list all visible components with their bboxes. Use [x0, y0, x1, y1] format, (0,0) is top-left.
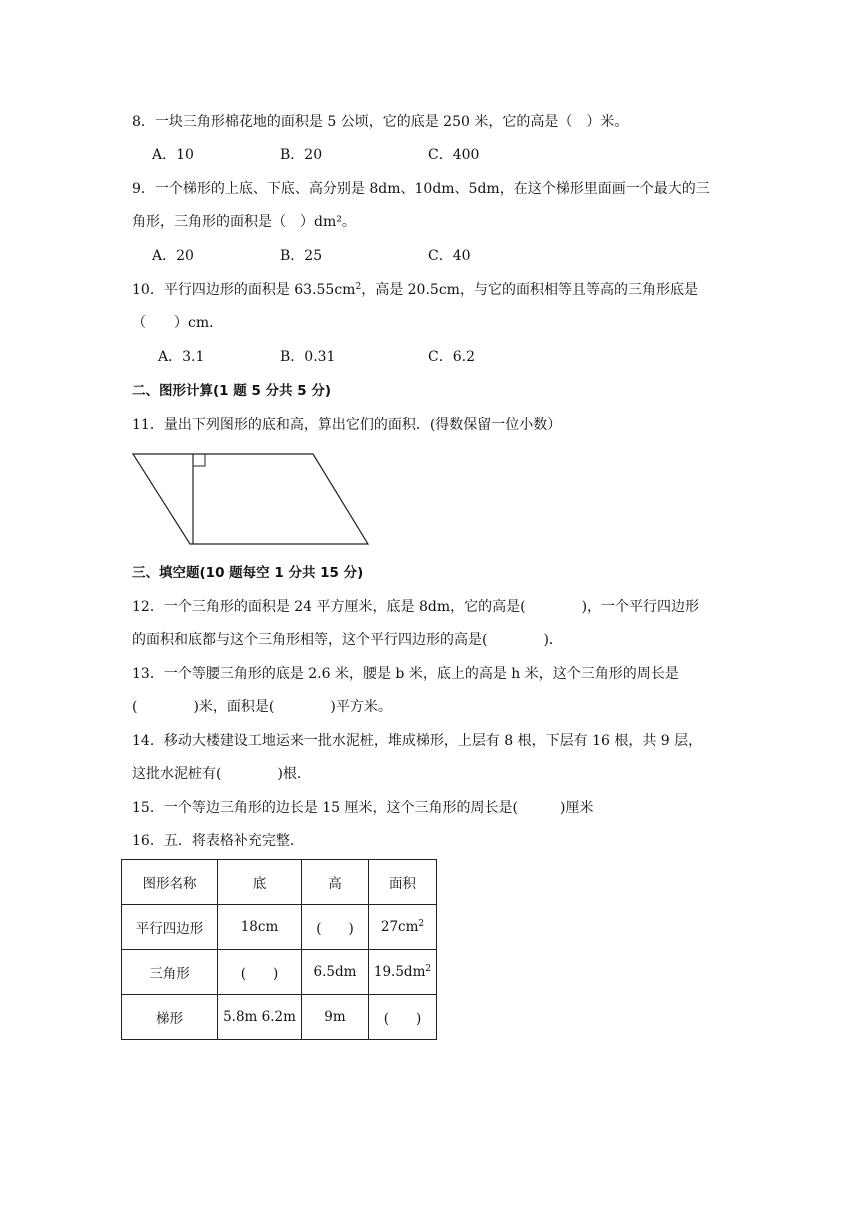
shape-name-cell: 三角形 [122, 950, 218, 995]
parallelogram-shape [133, 454, 368, 544]
height-cell: ( ) [302, 905, 369, 950]
height-cell: 6.5dm [302, 950, 369, 995]
option-b: B．25 [280, 248, 323, 264]
question-13-line1: 13．一个等腰三角形的底是 2.6 米，腰是 b 米，底上的高是 h 米，这个三角形的周长是 [132, 666, 679, 682]
header-cell: 底 [218, 860, 302, 905]
header-cell: 高 [302, 860, 369, 905]
shape-name-cell: 平行四边形 [122, 905, 218, 950]
option-b: B．0.31 [280, 349, 336, 365]
table-header-row [122, 860, 437, 905]
table-row [122, 905, 437, 950]
section-3-title: 三、填空题(10 题每空 1 分共 15 分) [132, 565, 364, 581]
question-10-line2: （ ）cm． [132, 315, 224, 331]
base-cell: 5.8m 6.2m [218, 995, 302, 1040]
option-a: A．10 [152, 147, 194, 163]
area-cell: $19.5dm^2$ [369, 950, 437, 995]
base-cell: ( ) [218, 950, 302, 995]
height-cell: 9m [302, 995, 369, 1040]
option-b: B．20 [280, 147, 323, 163]
question-13-line2: ( )米，面积是( )平方米。 [132, 699, 392, 715]
question-14-line2: 这批水泥桩有( )根． [132, 766, 311, 782]
question-10-options [152, 347, 552, 367]
question-11: 11．量出下列图形的底和高，算出它们的面积．(得数保留一位小数） [132, 417, 562, 433]
question-9-line2: 角形，三角形的面积是（ ）dm²。 [132, 214, 356, 230]
question-12-line2: 的面积和底都与这个三角形相等，这个平行四边形的高是( )． [132, 632, 563, 648]
right-angle-mark [193, 454, 205, 466]
shape-name-cell: 梯形 [122, 995, 218, 1040]
header-cell: 图形名称 [122, 860, 218, 905]
question-8: 8．一块三角形棉花地的面积是 5 公顷，它的底是 250 米，它的高是（ ）米。 [132, 114, 629, 130]
question-16: 16．五．将表格补充完整． [132, 833, 304, 849]
option-c: C．40 [428, 248, 471, 264]
section-2-title: 二、图形计算(1 题 5 分共 5 分) [132, 383, 332, 399]
table-row [122, 995, 437, 1040]
option-c: C．6.2 [428, 349, 475, 365]
option-c: C．400 [428, 147, 480, 163]
question-12-line1: 12．一个三角形的面积是 24 平方厘米，底是 8dm，它的高是( )，一个平行四边形 [132, 599, 700, 615]
question-9-options [152, 246, 552, 266]
header-cell: 面积 [369, 860, 437, 905]
option-a: A．3.1 [158, 349, 205, 365]
table-row [122, 950, 437, 995]
question-14-line1: 14．移动大楼建设工地运来一批水泥桩，堆成梯形，上层有 8 根，下层有 16 根，共 9 层， [132, 733, 703, 749]
area-cell: $27cm^2$ [369, 905, 437, 950]
question-15: 15．一个等边三角形的边长是 15 厘米，这个三角形的周长是( )厘米 [132, 800, 594, 816]
question-9-line1: 9．一个梯形的上底、下底、高分别是 8dm、10dm、5dm，在这个梯形里面画一个最大的三 [132, 181, 710, 197]
question-8-options [152, 145, 552, 165]
question-10-line1: 10．平行四边形的面积是 $63.55cm^2$，高是 20.5cm，与它的面积相等且等高的三角形底是 [132, 282, 698, 298]
base-cell: 18cm [218, 905, 302, 950]
parallelogram-figure [128, 450, 374, 548]
area-cell: ( ) [369, 995, 437, 1040]
shape-table [121, 859, 437, 1040]
option-a: A．20 [152, 248, 194, 264]
